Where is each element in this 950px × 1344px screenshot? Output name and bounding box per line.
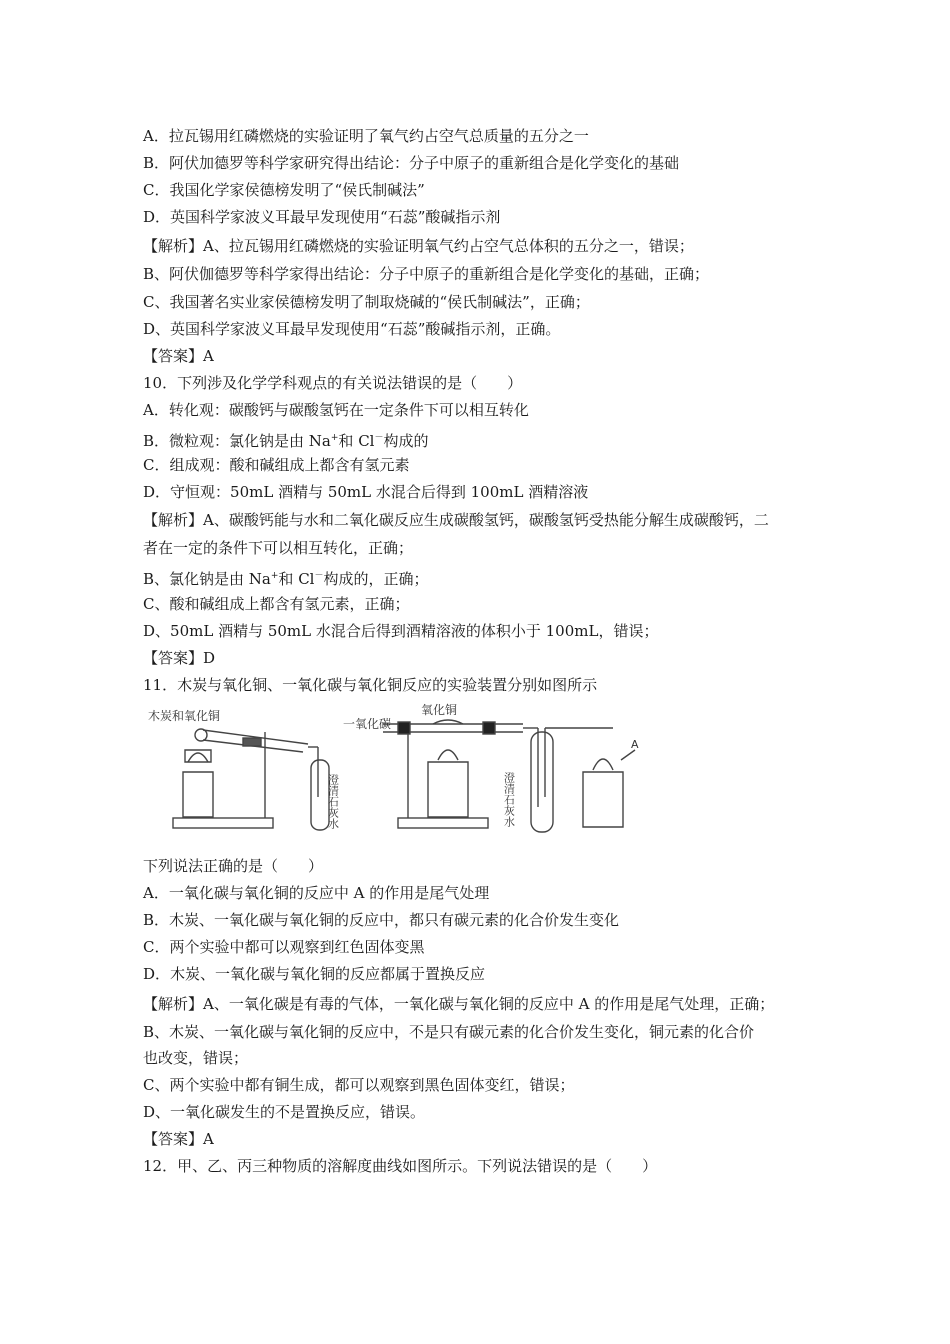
stopper: [398, 722, 410, 734]
q9-option-a: A．拉瓦锡用红磷燃烧的实验证明了氧气约占空气总质量的五分之一: [143, 127, 589, 145]
q11-option-d: D．木炭、一氧化碳与氧化铜的反应都属于置换反应: [143, 965, 486, 983]
q10-option-b: [143, 428, 429, 451]
figure-label: 木炭和氧化铜: [148, 709, 221, 723]
q11-analysis-line: D、一氧化碳发生的不是置换反应，错误。: [143, 1103, 426, 1121]
superscript: +: [270, 571, 279, 581]
lamp-flame: [593, 759, 613, 770]
q11-option-a: A．一氧化碳与氧化铜的反应中 A 的作用是尾气处理: [143, 884, 490, 902]
superscript: －: [374, 433, 384, 443]
q11-analysis-line: C、两个实验中都有铜生成，都可以观察到黑色固体变红，错误；: [143, 1076, 575, 1094]
figure-label: 澄清石灰水: [502, 772, 516, 827]
text-fragment: 构成的，正确；: [323, 570, 429, 588]
text-fragment: B、氯化钠是由 Na: [143, 570, 271, 588]
stand-base: [173, 818, 273, 828]
apparatus-figure: [143, 702, 643, 842]
figure-label: A: [631, 738, 639, 751]
q10-analysis-line: C、酸和碱组成上都含有氢元素，正确；: [143, 595, 410, 613]
alcohol-lamp: [428, 762, 468, 817]
q10-option-a: A．转化观：碳酸钙与碳酸氢钙在一定条件下可以相互转化: [143, 401, 529, 419]
q9-analysis-line: B、阿伏伽德罗等科学家得出结论：分子中原子的重新组合是化学变化的基础，正确；: [143, 265, 710, 283]
q10-option-d: D．守恒观：50mL 酒精与 50mL 水混合后得到 100mL 酒精溶液: [143, 483, 589, 501]
q10-analysis-line: D、50mL 酒精与 50mL 水混合后得到酒精溶液的体积小于 100mL，错误；: [143, 622, 659, 640]
text-fragment: B．微粒观：氯化钠是由 Na: [143, 432, 331, 450]
q11-analysis-line: 也改变，错误；: [143, 1049, 249, 1067]
text-fragment: 和 Cl: [278, 570, 315, 588]
q11-option-b: B．木炭、一氧化碳与氧化铜的反应中，都只有碳元素的化合价发生变化: [143, 911, 620, 929]
q10-analysis-line: 者在一定的条件下可以相互转化，正确；: [143, 539, 414, 557]
q9-answer: 【答案】A: [143, 347, 214, 365]
text-fragment: 和 Cl: [338, 432, 375, 450]
text-fragment: 构成的: [383, 432, 429, 450]
q10-stem: 10．下列涉及化学学科观点的有关说法错误的是（ ）: [143, 374, 523, 392]
q12-stem: 12．甲、乙、丙三种物质的溶解度曲线如图所示。下列说法错误的是（ ）: [143, 1157, 658, 1175]
q9-option-c: C．我国化学家侯德榜发明了“侯氏制碱法”: [143, 181, 425, 199]
q10-answer: 【答案】D: [143, 649, 216, 667]
q11-analysis-line: 【解析】A、一氧化碳是有毒的气体，一氧化碳与氧化铜的反应中 A 的作用是尾气处理，正确；: [143, 995, 775, 1013]
q9-analysis-line: 【解析】A、拉瓦锡用红磷燃烧的实验证明氧气约占空气总体积的五分之一，错误；: [143, 237, 694, 255]
lamp-flame: [188, 753, 208, 762]
q9-analysis-line: D、英国科学家波义耳最早发现使用“石蕊”酸碱指示剂，正确。: [143, 320, 561, 338]
q9-option-d: D．英国科学家波义耳最早发现使用“石蕊”酸碱指示剂: [143, 208, 501, 226]
stopper: [483, 722, 495, 734]
clamp: [243, 738, 261, 746]
q9-option-b: B．阿伏加德罗等科学家研究得出结论：分子中原子的重新组合是化学变化的基础: [143, 154, 680, 172]
q11-stem: 11．木炭与氧化铜、一氧化碳与氧化铜反应的实验装置分别如图所示: [143, 676, 598, 694]
q11-answer: 【答案】A: [143, 1130, 214, 1148]
alcohol-lamp: [183, 772, 213, 817]
q11-question: 下列说法正确的是（ ）: [143, 857, 324, 875]
q11-analysis-line: B、木炭、一氧化碳与氧化铜的反应中，不是只有碳元素的化合价发生变化，铜元素的化合价: [143, 1023, 755, 1041]
limewater-test-tube: [531, 732, 553, 832]
q10-analysis-line: 【解析】A、碳酸钙能与水和二氧化碳反应生成碳酸氢钙，碳酸氢钙受热能分解生成碳酸钙，二: [143, 511, 769, 529]
superscript: +: [330, 433, 339, 443]
alcohol-lamp-a: [583, 772, 623, 827]
lamp-flame: [438, 750, 458, 760]
apparatus-diagram: [143, 702, 643, 842]
stand-base: [398, 818, 488, 828]
q11-option-c: C．两个实验中都可以观察到红色固体变黑: [143, 938, 425, 956]
superscript: －: [314, 571, 324, 581]
figure-label: 一氧化碳: [343, 717, 392, 731]
q10-analysis-line: [143, 566, 429, 589]
figure-label: 澄清石灰水: [326, 774, 340, 829]
figure-label: 氧化铜: [421, 703, 458, 717]
q10-option-c: C．组成观：酸和碱组成上都含有氢元素: [143, 456, 410, 474]
q9-analysis-line: C、我国著名实业家侯德榜发明了制取烧碱的“侯氏制碱法”，正确；: [143, 293, 590, 311]
